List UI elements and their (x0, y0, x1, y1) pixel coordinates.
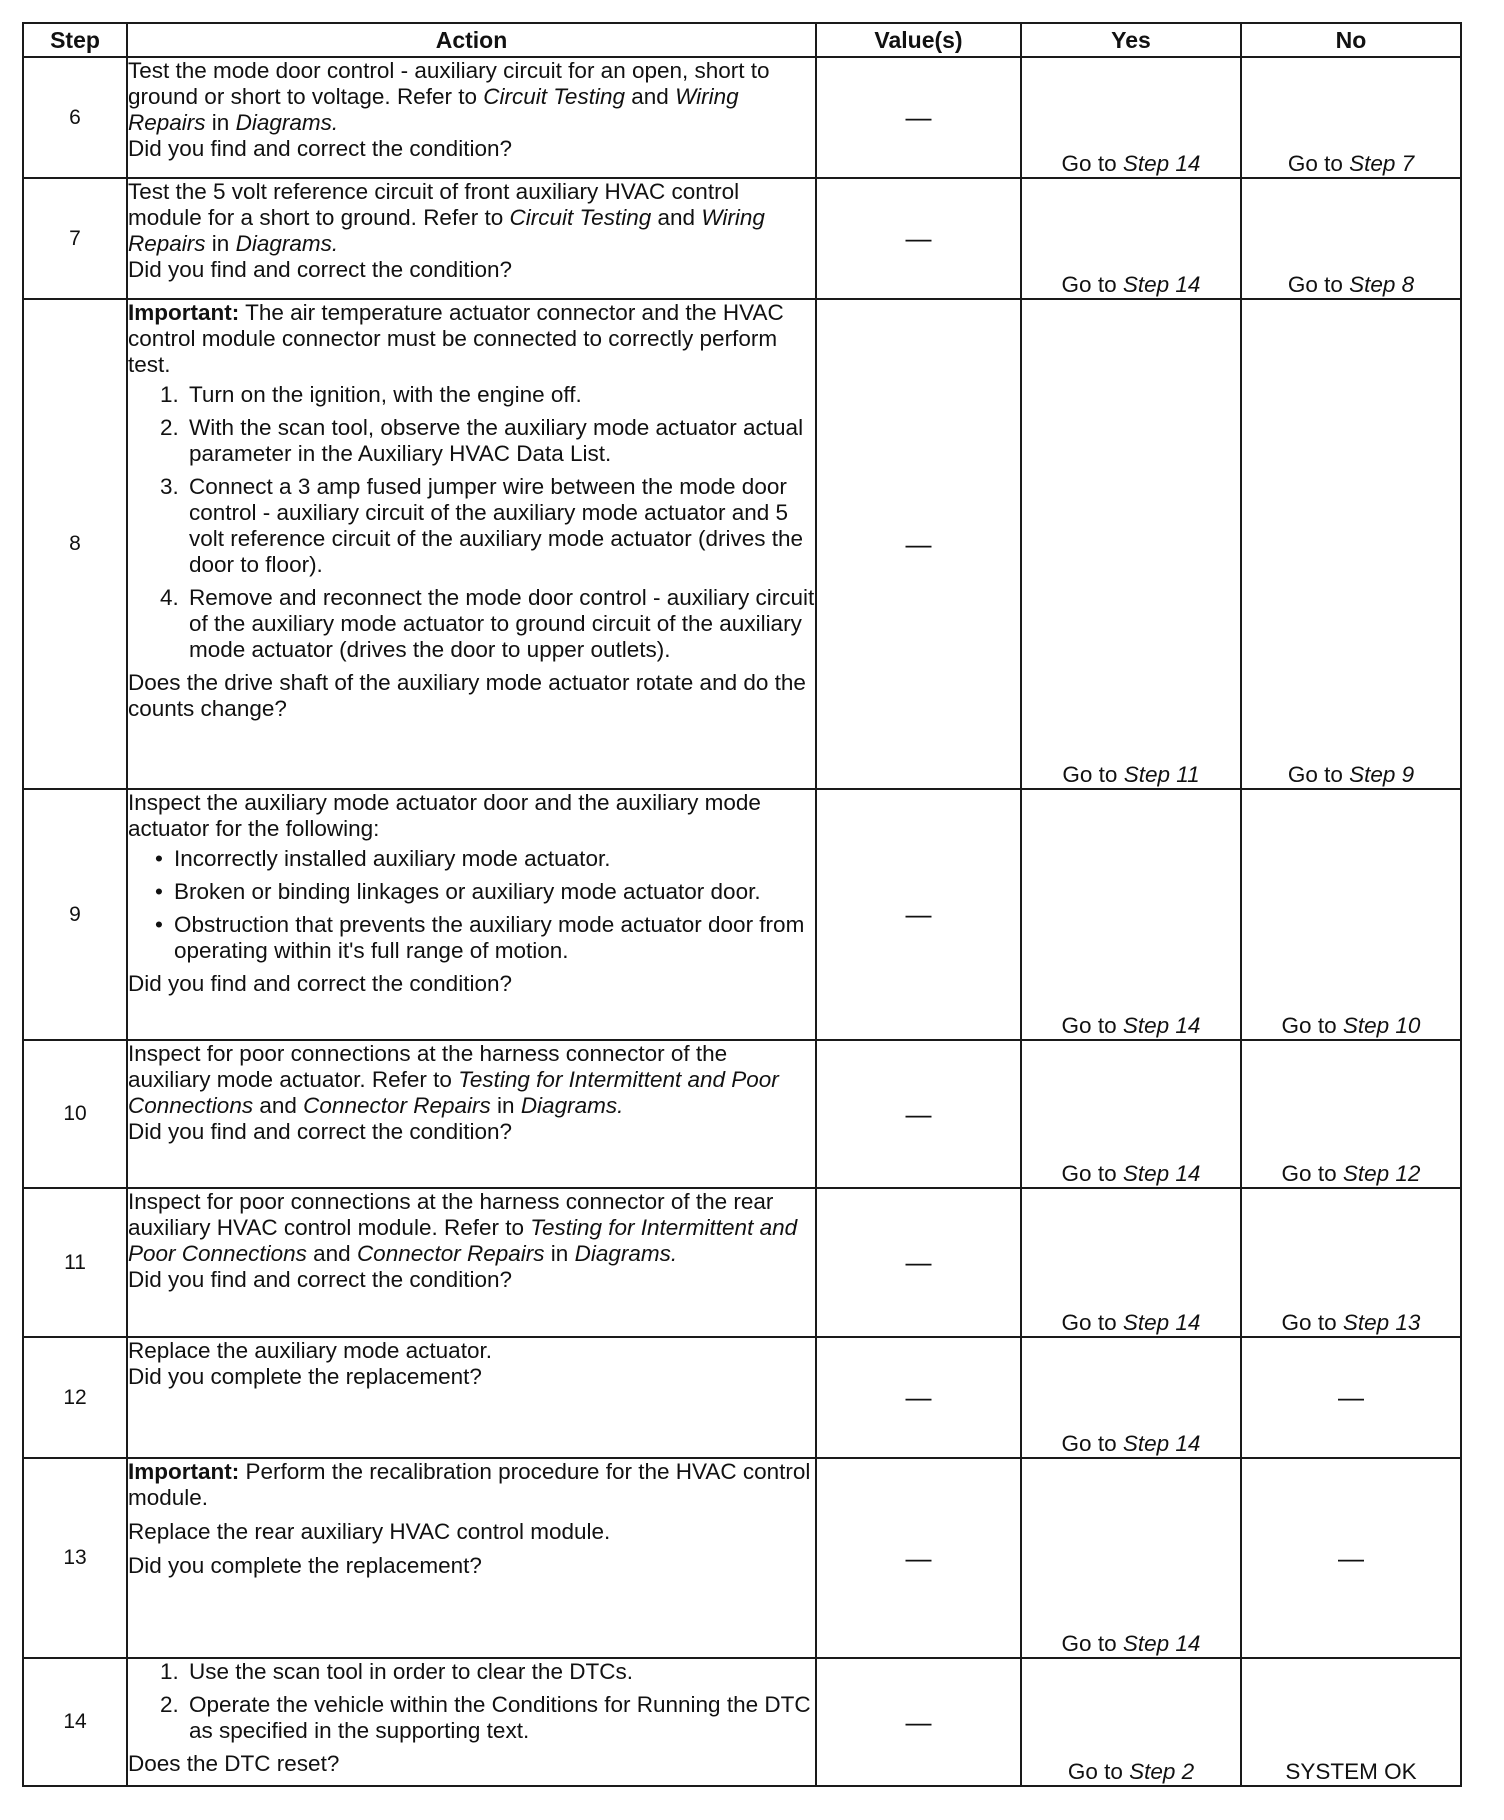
step-number: 11 (23, 1188, 127, 1337)
yes-cell: Go to Step 14 (1021, 1040, 1241, 1188)
list-item: 4. Remove and reconnect the mode door control - auxiliary circuit of the auxiliary mode actuator to ground circuit of the auxiliary mode actuator (drives the door to upper outlets). (185, 585, 815, 663)
value-cell: — (816, 57, 1021, 178)
question: Did you find and correct the condition? (128, 971, 512, 996)
list-item: 1. Use the scan tool in order to clear the DTCs. (185, 1659, 815, 1685)
header-yes: Yes (1021, 23, 1241, 57)
list-item: • Broken or binding linkages or auxiliary mode actuator door. (174, 879, 815, 905)
value-cell: — (816, 789, 1021, 1040)
no-cell: Go to Step 8 (1241, 178, 1461, 299)
ref-link: Diagrams. (235, 110, 339, 135)
action-cell (127, 299, 816, 789)
yes-cell: Go to Step 14 (1021, 1188, 1241, 1337)
yes-step: 14 (1175, 1161, 1201, 1186)
header-row (23, 23, 1461, 57)
step-number: 7 (23, 178, 127, 299)
ref-link: Connector Repairs (303, 1093, 491, 1118)
action-cell (127, 1188, 816, 1337)
step-number: 13 (23, 1458, 127, 1658)
action-text: Test the mode door control - auxiliary circuit for an open, short to ground or short to voltage. (128, 58, 770, 109)
value-cell: — (816, 1458, 1021, 1658)
table-row (23, 1188, 1461, 1337)
refer-to: Refer to (443, 1215, 525, 1240)
table-row (23, 57, 1461, 178)
yes-step: 14 (1175, 1431, 1201, 1456)
list-item: 1. Turn on the ignition, with the engine off. (185, 382, 815, 408)
question: Did you find and correct the condition? (128, 1119, 512, 1144)
ref-link: Wiring Repairs (128, 84, 739, 135)
yes-cell: Go to Step 2 (1021, 1658, 1241, 1786)
header-action: Action (127, 23, 816, 57)
ref-link: Circuit Testing (483, 84, 625, 109)
yes-cell: Go to Step 11 (1021, 299, 1241, 789)
value-cell: — (816, 178, 1021, 299)
bullet-list (128, 846, 815, 964)
ref-link: Diagrams. (520, 1093, 624, 1118)
action-cell (127, 789, 816, 1040)
ref-link: Diagrams. (235, 231, 339, 256)
no-cell: — (1241, 1458, 1461, 1658)
no-step: 8 (1401, 272, 1415, 297)
header-values: Value(s) (816, 23, 1021, 57)
table-row (23, 1040, 1461, 1188)
step-number: 12 (23, 1337, 127, 1458)
table-row (23, 1337, 1461, 1458)
question: Did you find and correct the condition? (128, 1267, 512, 1292)
no-step: 13 (1395, 1310, 1421, 1335)
question: Does the DTC reset? (128, 1751, 340, 1776)
no-step: 7 (1401, 151, 1415, 176)
yes-step: 14 (1175, 151, 1201, 176)
ref-link: Circuit Testing (509, 205, 652, 230)
refer-to: Refer to (371, 1067, 452, 1092)
and-word: and (259, 1093, 297, 1118)
ref-link: Connector Repairs (356, 1241, 545, 1266)
value-cell: — (816, 1337, 1021, 1458)
header-no: No (1241, 23, 1461, 57)
important-text: Perform the recalibration procedure for the HVAC control module. (128, 1459, 811, 1510)
in-word: in (211, 110, 230, 135)
action-cell (127, 1040, 816, 1188)
action-text: Replace the rear auxiliary HVAC control module. (128, 1519, 611, 1544)
table-row (23, 178, 1461, 299)
list-item: • Incorrectly installed auxiliary mode actuator. (174, 846, 815, 872)
no-step: 12 (1395, 1161, 1421, 1186)
action-cell (127, 57, 816, 178)
question: Does the drive shaft of the auxiliary mode actuator rotate and do the counts change? (128, 670, 806, 721)
step-number: 8 (23, 299, 127, 789)
important-label: Important: (128, 300, 240, 325)
yes-step: 14 (1175, 1013, 1201, 1038)
in-word: in (497, 1093, 515, 1118)
and-word: and (631, 84, 669, 109)
no-step: 9 (1401, 762, 1415, 787)
table-row (23, 1658, 1461, 1786)
action-cell (127, 1658, 816, 1786)
ref-link: Testing for Intermittent and Poor Connections (128, 1067, 779, 1118)
no-cell: Go to Step 10 (1241, 789, 1461, 1040)
list-item: 2. With the scan tool, observe the auxiliary mode actuator actual parameter in the Auxiliary HVAC Data List. (185, 415, 815, 467)
diagnostic-table (22, 22, 1462, 1787)
procedure-list (128, 382, 815, 663)
action-cell (127, 178, 816, 299)
in-word: in (211, 231, 230, 256)
no-cell: — (1241, 1337, 1461, 1458)
refer-to: Refer to (423, 205, 504, 230)
question: Did you complete the replacement? (128, 1553, 482, 1578)
list-item: 2. Operate the vehicle within the Conditions for Running the DTC as specified in the supporting text. (185, 1692, 815, 1744)
ref-link: Wiring Repairs (128, 205, 765, 256)
action-text: Inspect for poor connections at the harness connector of the auxiliary mode actuator. (128, 1041, 728, 1092)
refer-to: Refer to (396, 84, 477, 109)
important-label: Important: (128, 1459, 240, 1484)
action-text: Replace the auxiliary mode actuator. (128, 1338, 492, 1363)
action-text: Test the 5 volt reference circuit of front auxiliary HVAC control module for a short to ground. (128, 179, 740, 230)
ref-link: Diagrams. (574, 1241, 678, 1266)
list-item: • Obstruction that prevents the auxiliary mode actuator door from operating within it's full range of motion. (174, 912, 815, 964)
value-cell: — (816, 1658, 1021, 1786)
step-number: 10 (23, 1040, 127, 1188)
no-cell: Go to Step 13 (1241, 1188, 1461, 1337)
no-step: 10 (1395, 1013, 1421, 1038)
important-text: The air temperature actuator connector and the HVAC control module connector must be connected to correctly perform test. (128, 300, 784, 377)
action-text: Inspect for poor connections at the harness connector of the rear auxiliary HVAC control module. (128, 1189, 774, 1240)
yes-cell: Go to Step 14 (1021, 178, 1241, 299)
no-cell: Go to Step 12 (1241, 1040, 1461, 1188)
header-step: Step (23, 23, 127, 57)
action-cell (127, 1337, 816, 1458)
question: Did you find and correct the condition? (128, 136, 512, 161)
ref-link: Testing for Intermittent and Poor Connections (128, 1215, 798, 1266)
no-cell: Go to Step 7 (1241, 57, 1461, 178)
yes-cell: Go to Step 14 (1021, 57, 1241, 178)
yes-step: 14 (1175, 1631, 1201, 1656)
table-row (23, 1458, 1461, 1658)
procedure-list (128, 1659, 815, 1744)
yes-cell: Go to Step 14 (1021, 789, 1241, 1040)
step-number: 14 (23, 1658, 127, 1786)
no-cell: Go to Step 9 (1241, 299, 1461, 789)
yes-cell: Go to Step 14 (1021, 1458, 1241, 1658)
list-item: 3. Connect a 3 amp fused jumper wire between the mode door control - auxiliary circuit of the auxiliary mode actuator and 5 volt reference circuit of the auxiliary mode actuator (drives the door to floor). (185, 474, 815, 578)
yes-step: 14 (1175, 272, 1201, 297)
question: Did you find and correct the condition? (128, 257, 512, 282)
value-cell: — (816, 299, 1021, 789)
in-word: in (550, 1241, 569, 1266)
step-number: 9 (23, 789, 127, 1040)
question: Did you complete the replacement? (128, 1364, 482, 1389)
value-cell: — (816, 1040, 1021, 1188)
table-row (23, 299, 1461, 789)
and-word: and (313, 1241, 351, 1266)
yes-step: 11 (1176, 762, 1200, 787)
action-text: Inspect the auxiliary mode actuator door and the auxiliary mode actuator for the following: (128, 790, 761, 841)
yes-step: 14 (1175, 1310, 1201, 1335)
step-number: 6 (23, 57, 127, 178)
yes-step: 2 (1181, 1759, 1195, 1784)
table-row (23, 789, 1461, 1040)
and-word: and (657, 205, 696, 230)
value-cell: — (816, 1188, 1021, 1337)
no-cell: SYSTEM OK (1241, 1658, 1461, 1786)
yes-cell: Go to Step 14 (1021, 1337, 1241, 1458)
action-cell (127, 1458, 816, 1658)
